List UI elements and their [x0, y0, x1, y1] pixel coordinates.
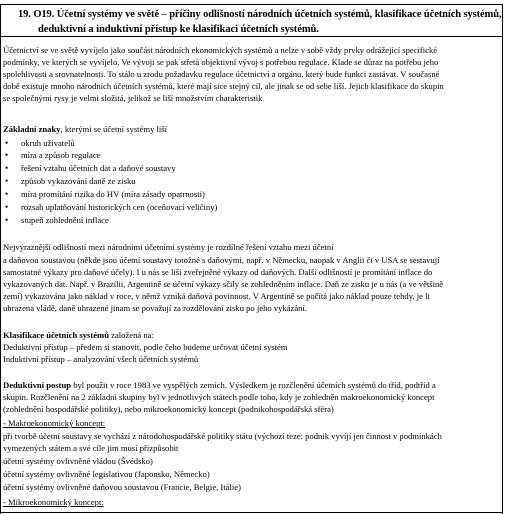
intro-line: podmínky, ve kterých se vyvíjelo. Ve vývoji se pak střetá objektivní vývoj s potřebou regulace. Klade se důraz na potřebu jeho: [3, 57, 439, 67]
macro-line: účetní systémy ovlivněné vládou (Švédsko): [3, 456, 153, 466]
intro-line: době existuje mnoho národních účetních systémů, které mají sice stejný cíl, ale jinak se od sebe liší. Jejich klasifikace do skupin: [3, 81, 444, 91]
differences-line: a daňovou soustavou (někde jsou účetní soustavy totožné s daňovými, např. v Německu, naopak v Anglii či v USA se sestavují: [3, 255, 440, 265]
list-item: • rozsah uplatňování historických cen (oceňovací veličiny): [21, 202, 217, 212]
list-item: • okruh uživatelů: [21, 138, 75, 148]
list-item: • stupeň zohlednění inflace: [21, 215, 109, 225]
classification-title-rest: založená na:: [108, 330, 154, 340]
factors-title-rest: , kterými se účetní systémy liší: [60, 124, 168, 134]
heading-line-1: 19. O19. Účetní systémy ve světě – příčiny odlišností národních účetních systémů, klasifikace účetních systémů,: [18, 9, 502, 20]
macro-line: při tvorbě účetní soustavy se vychází z národohospodářské politiky státu (výchozí teze: podnik vyvíjí jen činnost v podmínkách: [3, 431, 442, 441]
deductive-text: byl použit v roce 1983 ve vyspělých zemích. Výsledkem je rozčlenění účetních systémů do tříd, podtříd a: [71, 380, 436, 390]
differences-line: zemí) vykazována jako náklad v roce, v němž vzniká daňová povinnost. V Argentině se počítá jako náklad pouze tehdy, je li: [3, 291, 430, 301]
list-item: • míra promítání rizika do HV (míra zásady opatrnosti): [21, 189, 205, 199]
deductive-line: (zohlednění hospodářské politiky), nebo mikroekonomický koncept (podnikohospodářská sféra): [3, 404, 334, 414]
heading-line-2: deduktivní a induktivní přístup ke klasifikaci účetních systémů.: [38, 24, 319, 35]
macro-line: vymezených státem a své cíle jim musí přizpůsobit: [3, 443, 179, 453]
deductive-line: [3, 380, 436, 392]
factors-title-bold: Základní znaky: [3, 124, 61, 134]
micro-concept-title: - Mikroekonomický koncept:: [3, 497, 104, 507]
list-item: • míra a způsob regulace: [21, 150, 100, 160]
differences-line: Nejvýraznější odlišností mezi národními účetními systémy je rozdílné řešení vztahu mezi účetní: [3, 242, 334, 252]
classification-title: [3, 330, 154, 342]
macro-concept-title: - Makroekonomický koncept:: [3, 418, 106, 428]
deductive-line: skupin. Rozčlenění na 2 základní skupiny byl v jednotlivých státech podle toho, kdy je zohledněn makroekonomický koncept: [3, 392, 435, 402]
list-item: • způsob vykazování daně ze zisku: [21, 176, 136, 186]
page-bottom-rule: [0, 512, 503, 513]
intro-line: se společnými rysy je velmi složitá, jelikož se liší množstvím charakteristik: [3, 93, 263, 103]
deductive-lead: Deduktivní postup: [3, 380, 72, 390]
deductive-approach-line: Deduktivní přístup – předem si stanovit, podle čeho budeme určovat účetní systém: [3, 342, 288, 352]
section-heading: [0, 4, 503, 37]
macro-line: účetní systémy ovlivněné daňovou soustavou (Francie, Belgie, Itálie): [3, 482, 241, 492]
intro-line: Účetnictví se ve světě vyvíjelo jako součást národních ekonomických systémů a nelze v sobě vždy prvky odrážející specifické: [3, 45, 438, 55]
factors-title: [3, 124, 167, 136]
macro-line: účetní systémy ovlivněné legislativou (Japonsko, Německo): [3, 469, 210, 479]
inductive-approach-line: Induktivní přístup – analyzování všech účetních systémů: [3, 354, 199, 364]
differences-line: samostatné výkazy pro daňové účely). I u nás se liší zveřejněné výkazy od daňových. Další odlišností je promítání inflace do: [3, 267, 433, 277]
list-item: • řešení vztahu účetních dat a daňové soustavy: [21, 163, 176, 173]
intro-line: spolehlivosti a srovnatelnosti. To stálo u zrodu požadavku regulace účetnictví a orgánu, který bude funkci zastávat. V současné: [3, 69, 440, 79]
differences-line: vykazovaných dat. Např. v Brazílii, Argentině se účetní výkazy sčily se zohledněním inflace. Daň ze zisku je u nás (a ve většině: [3, 279, 444, 289]
differences-line: uhrazena vládě, daně uhrazené jinam se považují za rozdělování zisku po jeho vykázání.: [3, 303, 307, 313]
classification-title-bold: Klasifikace účetních systémů: [3, 330, 109, 340]
